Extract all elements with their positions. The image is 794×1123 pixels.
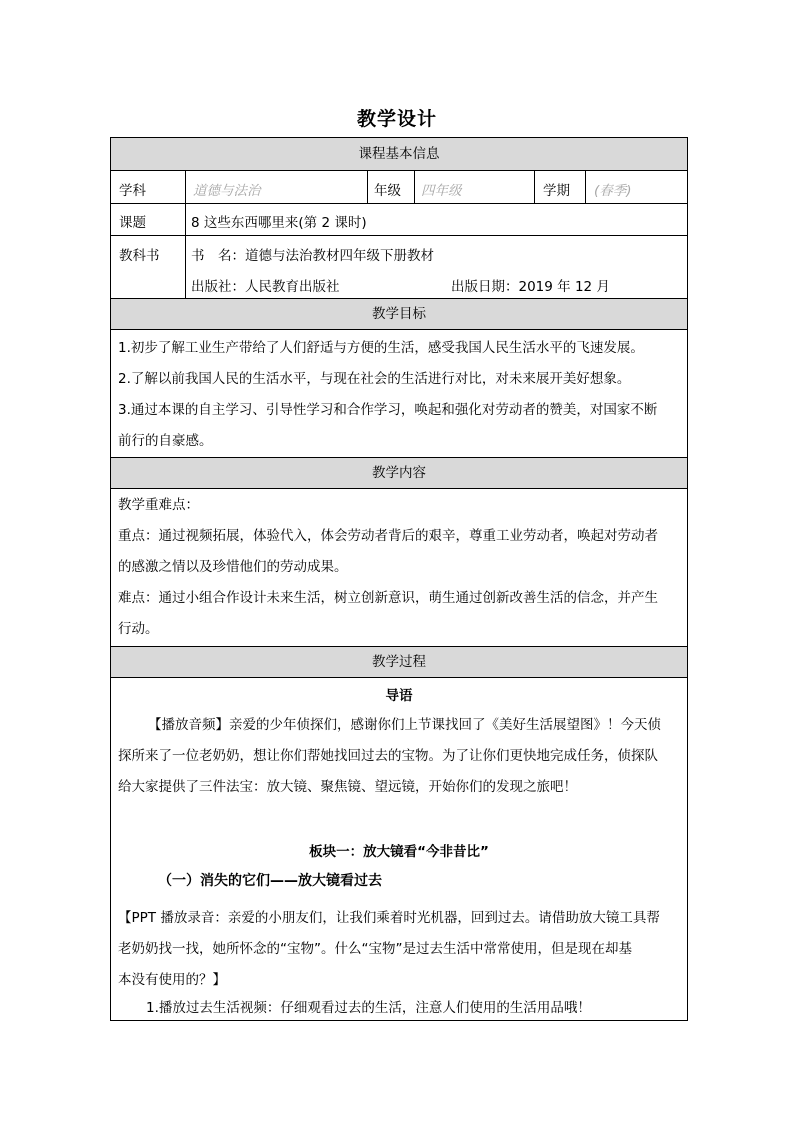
- basic-info-header: 课程基本信息: [111, 138, 687, 170]
- publication-date: 出版日期：2019 年 12 月: [451, 279, 610, 295]
- ppt-line1: 【PPT 播放录音：亲爱的小朋友们，让我们乘着时光机器，回到过去。请借助放大镜工具帮: [118, 910, 660, 926]
- publisher: 出版社：人民教育出版社: [191, 279, 340, 295]
- key-difficulty-title: 教学重难点：: [118, 497, 199, 513]
- block-one-title: 板块一：放大镜看“今非昔比”: [309, 844, 489, 860]
- objective-2: 2.了解以前我国人民的生活水平，与现在社会的生活进行对比，对未来展开美好想象。: [118, 371, 631, 387]
- grade-value: 四年级: [421, 183, 462, 199]
- intro-line3: 给大家提供了三件法宝：放大镜、聚焦镜、望远镜，开始你们的发现之旅吧！: [118, 779, 577, 795]
- term-label: 学期: [543, 183, 570, 199]
- lesson-plan-table: [110, 137, 688, 1021]
- grade-label: 年级: [374, 183, 401, 199]
- objectives-header: 教学目标: [111, 299, 687, 329]
- page-title: 教学设计: [356, 108, 437, 130]
- objective-3-line1: 3.通过本课的自主学习、引导性学习和合作学习，唤起和强化对劳动者的赞美，对国家不断: [118, 402, 658, 418]
- difficulty-line1: 难点：通过小组合作设计未来生活，树立创新意识，萌生通过创新改善生活的信念，并产生: [118, 590, 658, 606]
- intro-line1: 【播放音频】亲爱的少年侦探们，感谢你们上节课找回了《美好生活展望图》！今天侦: [148, 717, 661, 733]
- objective-3-line2: 前行的自豪感。: [118, 433, 213, 449]
- subject-value: 道德与法治: [193, 183, 261, 199]
- step-1: 1.播放过去生活视频：仔细观看过去的生活，注意人们使用的生活用品哦！: [146, 1000, 591, 1016]
- ppt-line2: 老奶奶找一找，她所怀念的“宝物”。什么“宝物”是过去生活中常常使用，但是现在却基: [118, 941, 632, 957]
- term-value: (春季): [594, 183, 632, 199]
- key-point-line2: 的感激之情以及珍惜他们的劳动成果。: [118, 559, 348, 575]
- process-header: 教学过程: [111, 647, 687, 677]
- difficulty-line2: 行动。: [118, 621, 159, 637]
- lesson-value: 8 这些东西哪里来(第 2 课时): [191, 215, 367, 231]
- section-one-subtitle: （一）消失的它们——放大镜看过去: [158, 873, 382, 889]
- subject-label: 学科: [119, 183, 146, 199]
- ppt-line3: 本没有使用的？】: [118, 972, 226, 988]
- objective-1: 1.初步了解工业生产带给了人们舒适与方便的生活，感受我国人民生活水平的飞速发展。: [118, 340, 644, 356]
- lesson-label: 课题: [119, 215, 146, 231]
- book-name: 书 名：道德与法治教材四年级下册教材: [191, 248, 434, 264]
- textbook-label: 教科书: [119, 248, 160, 264]
- key-point-line1: 重点：通过视频拓展，体验代入，体会劳动者背后的艰辛，尊重工业劳动者，唤起对劳动者: [118, 528, 658, 544]
- intro-title: 导语: [385, 688, 413, 704]
- content-header: 教学内容: [111, 458, 687, 488]
- intro-line2: 探所来了一位老奶奶，想让你们帮她找回过去的宝物。为了让你们更快地完成任务，侦探队: [118, 748, 658, 764]
